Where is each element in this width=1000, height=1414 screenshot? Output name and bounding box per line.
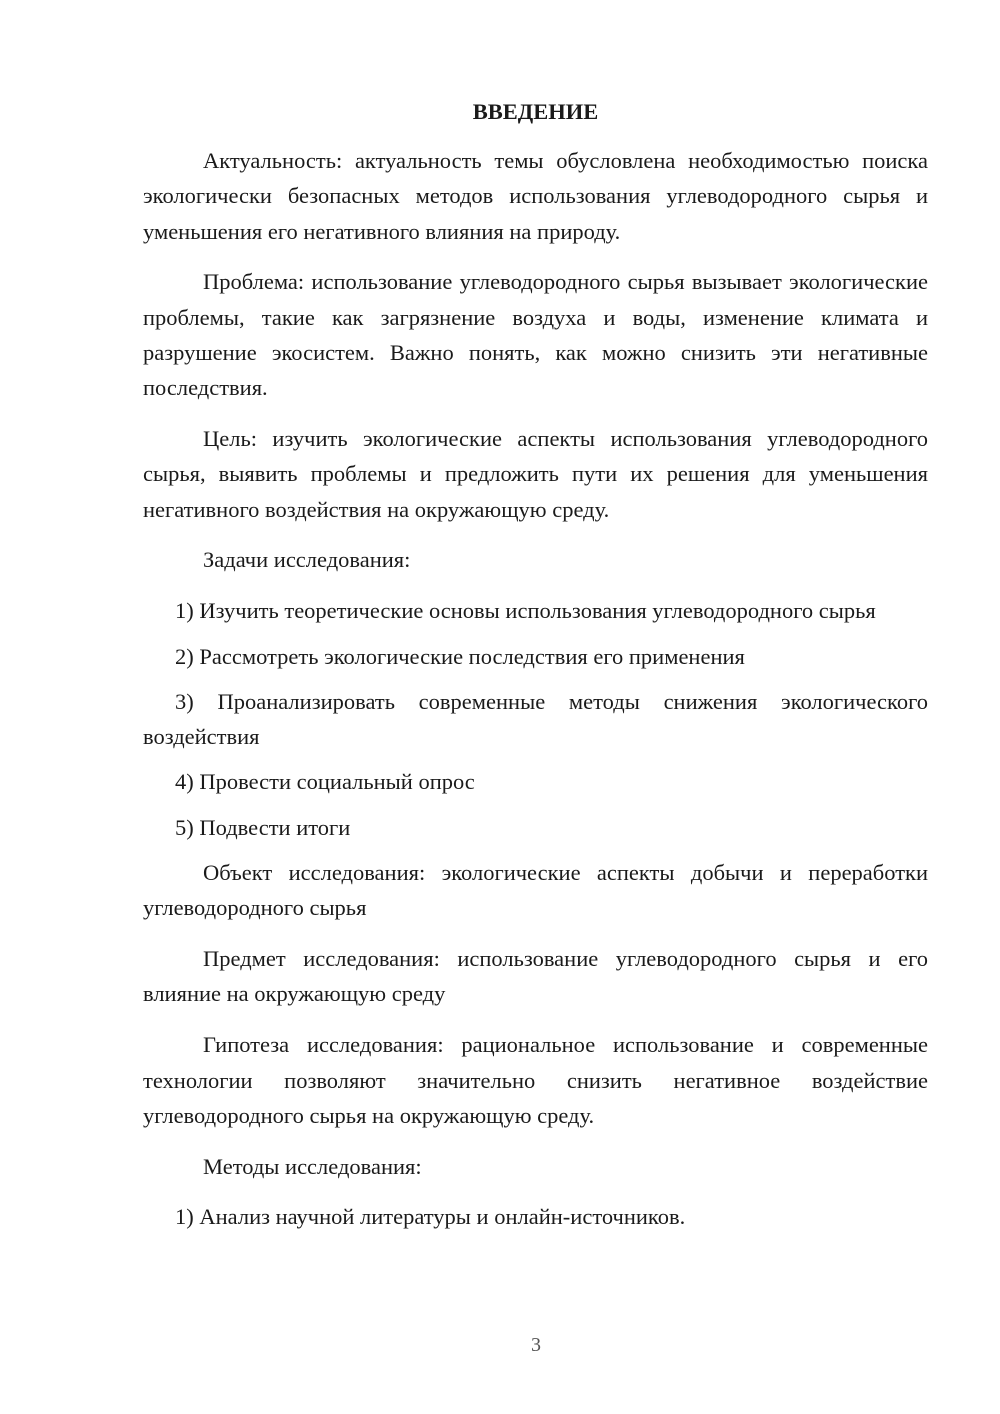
subject-paragraph: Предмет исследования: использование углеводородного сырья и его влияние на окружающую среду	[143, 946, 928, 1007]
task-item: 5) Подвести итоги	[175, 814, 351, 840]
problem-paragraph: Проблема: использование углеводородного сырья вызывает экологические проблемы, такие как загрязнение воздуха и воды, изменение климата и разрушение экосистем. Важно понять, как можно снизить эти негативные последствия.	[143, 269, 928, 401]
tasks-heading: Задачи исследования:	[203, 547, 411, 573]
methods-heading: Методы исследования:	[203, 1153, 422, 1179]
task-item: 2) Рассмотреть экологические последствия его применения	[175, 643, 745, 669]
object-paragraph: Объект исследования: экологические аспекты добычи и переработки углеводородного сырья	[143, 860, 928, 921]
page-number: 3	[531, 1334, 541, 1356]
goal-paragraph: Цель: изучить экологические аспекты использования углеводородного сырья, выявить проблемы и предложить пути их решения для уменьшения негативного воздействия на окружающую среду.	[143, 426, 928, 522]
task-item: 4) Провести социальный опрос	[175, 769, 475, 795]
page-title: ВВЕДЕНИЕ	[472, 99, 599, 124]
page-content	[143, 94, 928, 1245]
relevance-paragraph: Актуальность: актуальность темы обусловлена необходимостью поиска экологически безопасных методов использования углеводородного сырья и уменьшения его негативного влияния на природу.	[143, 148, 928, 244]
task-item: 3) Проанализировать современные методы снижения экологического воздействия	[143, 688, 928, 750]
method-item: 1) Анализ научной литературы и онлайн-источников.	[175, 1204, 686, 1230]
task-item: 1) Изучить теоретические основы использования углеводородного сырья	[175, 598, 876, 624]
hypothesis-paragraph: Гипотеза исследования: рациональное использование и современные технологии позволяют значительно снизить негативное воздействие углеводородного сырья на окружающую среду.	[143, 1032, 928, 1128]
